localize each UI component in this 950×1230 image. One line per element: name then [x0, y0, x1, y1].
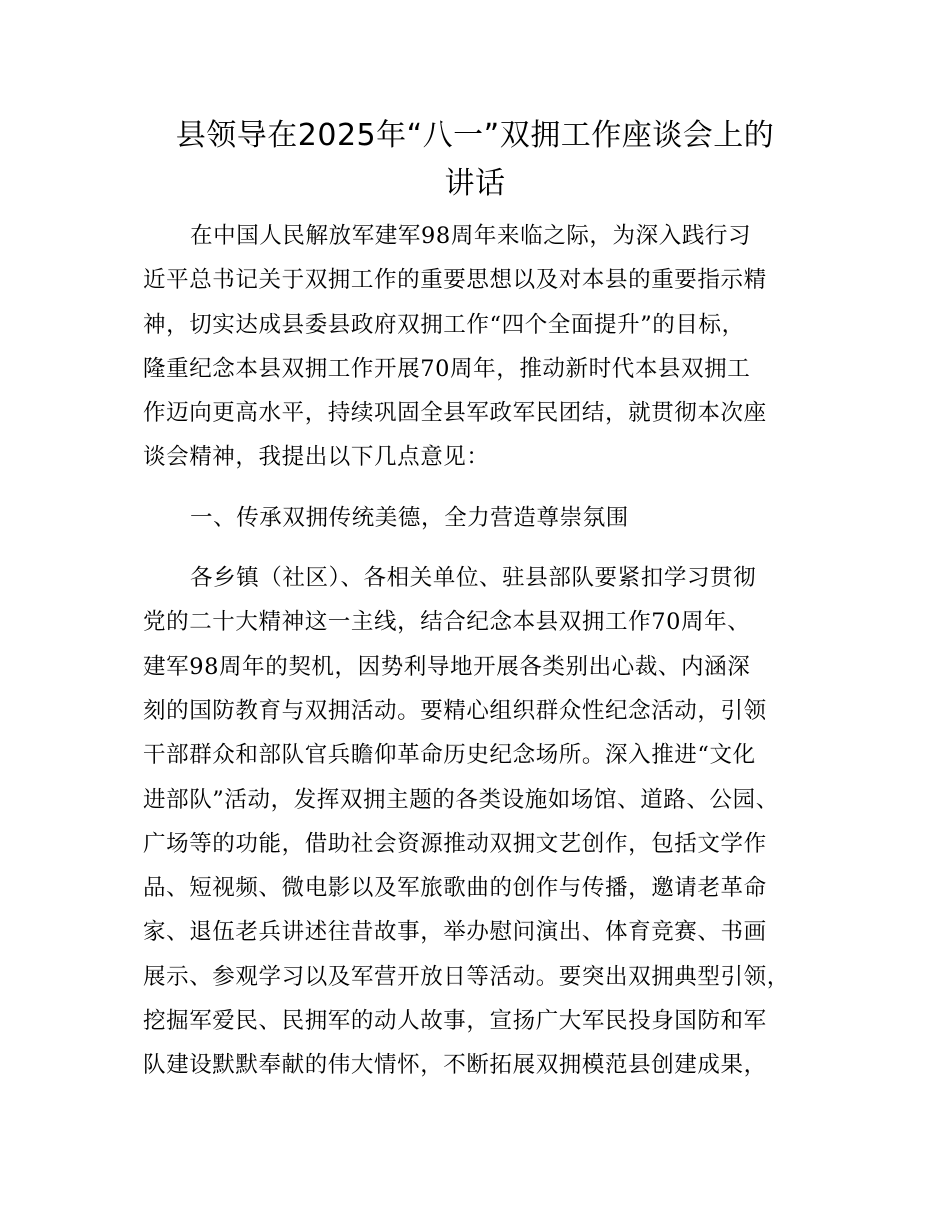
intro-paragraph	[143, 214, 813, 480]
text-line: 干部群众和部队官兵瞻仰革命历史纪念场所。深入推进“文化	[143, 742, 756, 769]
text-line: 神，切实达成县委县政府双拥工作“四个全面提升”的目标，	[143, 311, 745, 338]
text-line: 展示、参观学习以及军营开放日等活动。要突出双拥典型引领，	[143, 963, 790, 990]
document-title	[120, 112, 830, 208]
text-line: 品、短视频、微电影以及军旅歌曲的创作与传播，邀请老革命	[143, 875, 767, 902]
text-line: 作迈向更高水平，持续巩固全县军政军民团结，就贯彻本次座	[143, 400, 767, 427]
text-line: 党的二十大精神这一主线，结合纪念本县双拥工作70周年、	[143, 609, 751, 636]
text-line: 在中国人民解放军建军98周年来临之际，为深入践行习	[190, 223, 752, 249]
paragraph-gap	[143, 540, 813, 556]
paragraph-gap	[143, 480, 813, 496]
text-line: 挖掘军爱民、民拥军的动人故事，宣扬广大军民投身国防和军	[143, 1008, 767, 1035]
text-line: 家、退伍老兵讲述往昔故事，举办慰问演出、体育竞赛、书画	[143, 919, 767, 946]
text-line: 谈会精神，我提出以下几点意见：	[143, 444, 490, 471]
text-line: 近平总书记关于双拥工作的重要思想以及对本县的重要指示精	[143, 267, 767, 294]
text-line: 建军98周年的契机，因势利导地开展各类别出心裁、内涵深	[143, 653, 751, 680]
section-heading: 一、传承双拥传统美德，全力营造尊崇氛围	[190, 504, 629, 531]
text-line: 刻的国防教育与双拥活动。要精心组织群众性纪念活动，引领	[143, 697, 767, 724]
title-line-1: 县领导在2025年“八一”双拥工作座谈会上的	[175, 118, 775, 153]
text-line: 广场等的功能，借助社会资源推动双拥文艺创作，包括文学作	[143, 830, 767, 857]
text-line: 各乡镇（社区）、各相关单位、驻县部队要紧扣学习贯彻	[190, 565, 757, 592]
text-line: 队建设默默奉献的伟大情怀，不断拓展双拥模范县创建成果，	[143, 1052, 767, 1079]
document-body	[143, 214, 813, 1088]
text-line: 隆重纪念本县双拥工作开展70周年，推动新时代本县双拥工	[143, 355, 751, 382]
text-line: 进部队”活动，发挥双拥主题的各类设施如场馆、道路、公园、	[143, 786, 779, 813]
title-line-2: 讲话	[444, 166, 506, 201]
section-paragraph	[143, 556, 813, 1088]
